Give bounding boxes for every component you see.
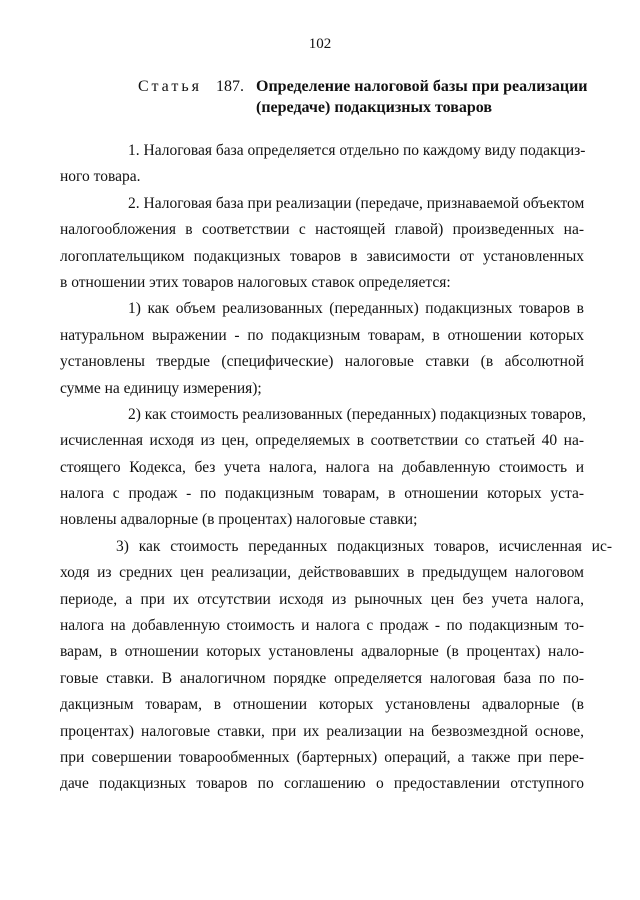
article-title: [256, 76, 612, 118]
text-line: сумме на единицу измерения);: [60, 379, 262, 397]
text-line: 1. Налоговая база определяется отдельно по каждому виду подакциз-: [128, 142, 586, 159]
text-line: натуральном выражении - по подакцизным товарам, в отношении которых: [60, 326, 584, 344]
article-title-line: (передаче) подакцизных товаров: [256, 99, 493, 116]
text-line: даче подакцизных товаров по соглашению о предоставлении отступного: [60, 775, 584, 793]
text-line: периоде, а при их отсутствии исходя из рыночных цен без учета налога,: [60, 590, 584, 608]
text-line: процентах) налоговые ставки, при их реализации на безвозмездной основе,: [60, 722, 584, 740]
article-title-line: Определение налоговой базы при реализации: [256, 78, 588, 95]
text-line: ходя из средних цен реализации, действовавших в предыдущем налоговом: [60, 564, 584, 582]
article-number: 187.: [216, 78, 244, 95]
text-line: логоплательщиком подакцизных товаров в зависимости от установленных: [60, 247, 584, 265]
text-line: дакцизным товарам, в отношении которых установлены адвалорные (в: [60, 696, 584, 714]
article-body: [60, 138, 612, 798]
text-line: говые ставки. В аналогичном порядке определяется налоговая база по по-: [60, 669, 584, 687]
text-line: новлены адвалорные (в процентах) налоговые ставки;: [60, 511, 418, 529]
text-line: 1) как объем реализованных (переданных) подакцизных товаров в: [128, 300, 584, 318]
text-line: варам, в отношении которых установлены адвалорные (в процентах) нало-: [60, 643, 584, 661]
text-line: налога с продаж - по подакцизным товарам, в отношении которых уста-: [60, 485, 584, 503]
text-line: налогообложения в соответствии с настоящей главой) произведенных на-: [60, 221, 584, 239]
text-line: ного товара.: [60, 168, 141, 186]
text-line: при совершении товарообменных (бартерных) операций, а также при пере-: [60, 748, 584, 766]
text-line: стоящего Кодекса, без учета налога, налога на добавленную стоимость и: [60, 458, 584, 476]
text-line: исчисленная исходя из цен, определяемых в соответствии со статьей 40 на-: [60, 432, 584, 450]
text-line: установлены твердые (специфические) налоговые ставки (в абсолютной: [60, 353, 584, 371]
article-label: Статья: [138, 78, 202, 95]
page-number: 102: [308, 36, 332, 52]
text-line: 3) как стоимость переданных подакцизных товаров, исчисленная ис-: [116, 537, 612, 555]
text-line: в отношении этих товаров налоговых ставок определяется:: [60, 273, 451, 291]
text-line: налога на добавленную стоимость и налога с продаж - по подакцизным то-: [60, 617, 584, 635]
text-line: 2. Налоговая база при реализации (передаче, признаваемой объектом: [128, 194, 585, 212]
text-line: 2) как стоимость реализованных (переданных) подакцизных товаров,: [128, 405, 586, 423]
